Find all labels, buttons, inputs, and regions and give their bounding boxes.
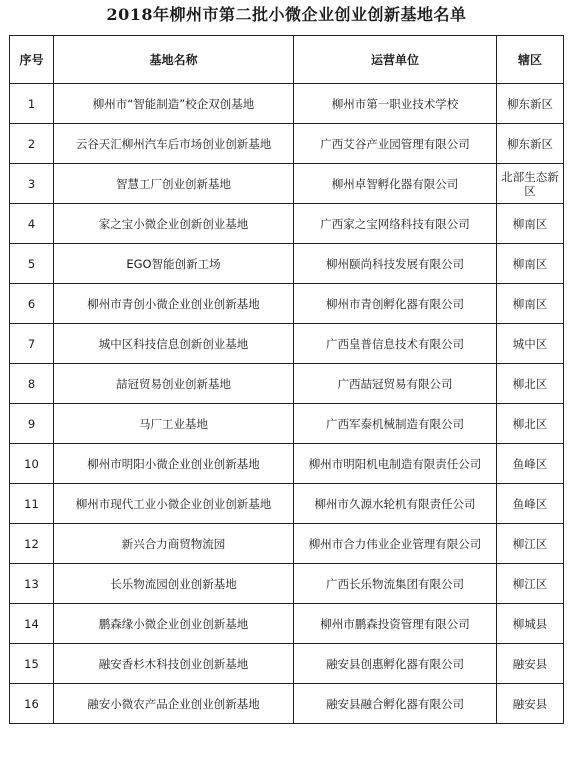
cell-operator: 柳州市青创孵化器有限公司	[294, 284, 497, 324]
cell-district: 柳南区	[497, 204, 564, 244]
cell-no: 7	[10, 324, 54, 364]
cell-name: 柳州市明阳小微企业创业创新基地	[54, 444, 294, 484]
cell-operator: 广西军泰机械制造有限公司	[294, 404, 497, 444]
cell-name: 马厂工业基地	[54, 404, 294, 444]
table-row	[10, 324, 564, 364]
cell-district: 柳南区	[497, 244, 564, 284]
table-row	[10, 644, 564, 684]
cell-district: 柳东新区	[497, 84, 564, 124]
cell-district: 城中区	[497, 324, 564, 364]
header-district: 辖区	[497, 36, 564, 84]
table-row	[10, 84, 564, 124]
table-row	[10, 444, 564, 484]
header-operator: 运营单位	[294, 36, 497, 84]
cell-district: 北部生态新区	[497, 164, 564, 204]
table-header-row	[10, 36, 564, 84]
table-row	[10, 564, 564, 604]
table-row	[10, 364, 564, 404]
document-title: 2018年柳州市第二批小微企业创业创新基地名单	[106, 5, 467, 24]
cell-operator: 柳州市明阳机电制造有限责任公司	[294, 444, 497, 484]
cell-no: 6	[10, 284, 54, 324]
table-row	[10, 684, 564, 724]
table-row	[10, 604, 564, 644]
cell-district: 柳江区	[497, 524, 564, 564]
cell-no: 15	[10, 644, 54, 684]
cell-no: 2	[10, 124, 54, 164]
cell-no: 5	[10, 244, 54, 284]
cell-no: 4	[10, 204, 54, 244]
cell-operator: 柳州市鹏森投资管理有限公司	[294, 604, 497, 644]
cell-no: 9	[10, 404, 54, 444]
cell-no: 16	[10, 684, 54, 724]
cell-operator: 融安县创惠孵化器有限公司	[294, 644, 497, 684]
table-row	[10, 124, 564, 164]
cell-operator: 柳州市第一职业技术学校	[294, 84, 497, 124]
cell-operator: 柳州卓智孵化器有限公司	[294, 164, 497, 204]
cell-name: 喆冠贸易创业创新基地	[54, 364, 294, 404]
cell-name: 柳州市青创小微企业创业创新基地	[54, 284, 294, 324]
cell-no: 11	[10, 484, 54, 524]
cell-no: 14	[10, 604, 54, 644]
cell-district: 柳北区	[497, 404, 564, 444]
cell-district: 鱼峰区	[497, 444, 564, 484]
cell-no: 10	[10, 444, 54, 484]
cell-name: 融安香杉木科技创业创新基地	[54, 644, 294, 684]
table-row	[10, 524, 564, 564]
cell-operator: 广西艾谷产业园管理有限公司	[294, 124, 497, 164]
cell-operator: 广西喆冠贸易有限公司	[294, 364, 497, 404]
table-row	[10, 404, 564, 444]
cell-district: 柳南区	[497, 284, 564, 324]
cell-district: 柳北区	[497, 364, 564, 404]
cell-name: 家之宝小微企业创新创业基地	[54, 204, 294, 244]
cell-operator: 融安县融合孵化器有限公司	[294, 684, 497, 724]
cell-district: 柳城县	[497, 604, 564, 644]
cell-no: 8	[10, 364, 54, 404]
cell-operator: 柳州市久源水轮机有限责任公司	[294, 484, 497, 524]
cell-operator: 柳州颐尚科技发展有限公司	[294, 244, 497, 284]
cell-name: 城中区科技信息创新创业基地	[54, 324, 294, 364]
cell-district: 柳东新区	[497, 124, 564, 164]
cell-name: 新兴合力商贸物流园	[54, 524, 294, 564]
cell-name: 鹏森缘小微企业创业创新基地	[54, 604, 294, 644]
cell-name: 云谷天汇柳州汽车后市场创业创新基地	[54, 124, 294, 164]
cell-no: 1	[10, 84, 54, 124]
cell-operator: 广西家之宝网络科技有限公司	[294, 204, 497, 244]
cell-district: 鱼峰区	[497, 484, 564, 524]
table-row	[10, 484, 564, 524]
cell-name: EGO智能创新工场	[54, 244, 294, 284]
cell-district: 融安县	[497, 644, 564, 684]
header-no: 序号	[10, 36, 54, 84]
header-name: 基地名称	[54, 36, 294, 84]
cell-district: 柳江区	[497, 564, 564, 604]
cell-operator: 柳州市合力伟业企业管理有限公司	[294, 524, 497, 564]
table-row	[10, 204, 564, 244]
cell-name: 柳州市“智能制造”校企双创基地	[54, 84, 294, 124]
table-row	[10, 244, 564, 284]
table-body	[10, 84, 564, 724]
cell-no: 12	[10, 524, 54, 564]
cell-operator: 广西皇普信息技术有限公司	[294, 324, 497, 364]
cell-no: 13	[10, 564, 54, 604]
cell-name: 长乐物流园创业创新基地	[54, 564, 294, 604]
cell-no: 3	[10, 164, 54, 204]
base-list-table	[9, 35, 564, 724]
cell-name: 智慧工厂创业创新基地	[54, 164, 294, 204]
cell-operator: 广西长乐物流集团有限公司	[294, 564, 497, 604]
cell-district: 融安县	[497, 684, 564, 724]
cell-name: 融安小微农产品企业创业创新基地	[54, 684, 294, 724]
table-row	[10, 164, 564, 204]
cell-name: 柳州市现代工业小微企业创业创新基地	[54, 484, 294, 524]
table-row	[10, 284, 564, 324]
